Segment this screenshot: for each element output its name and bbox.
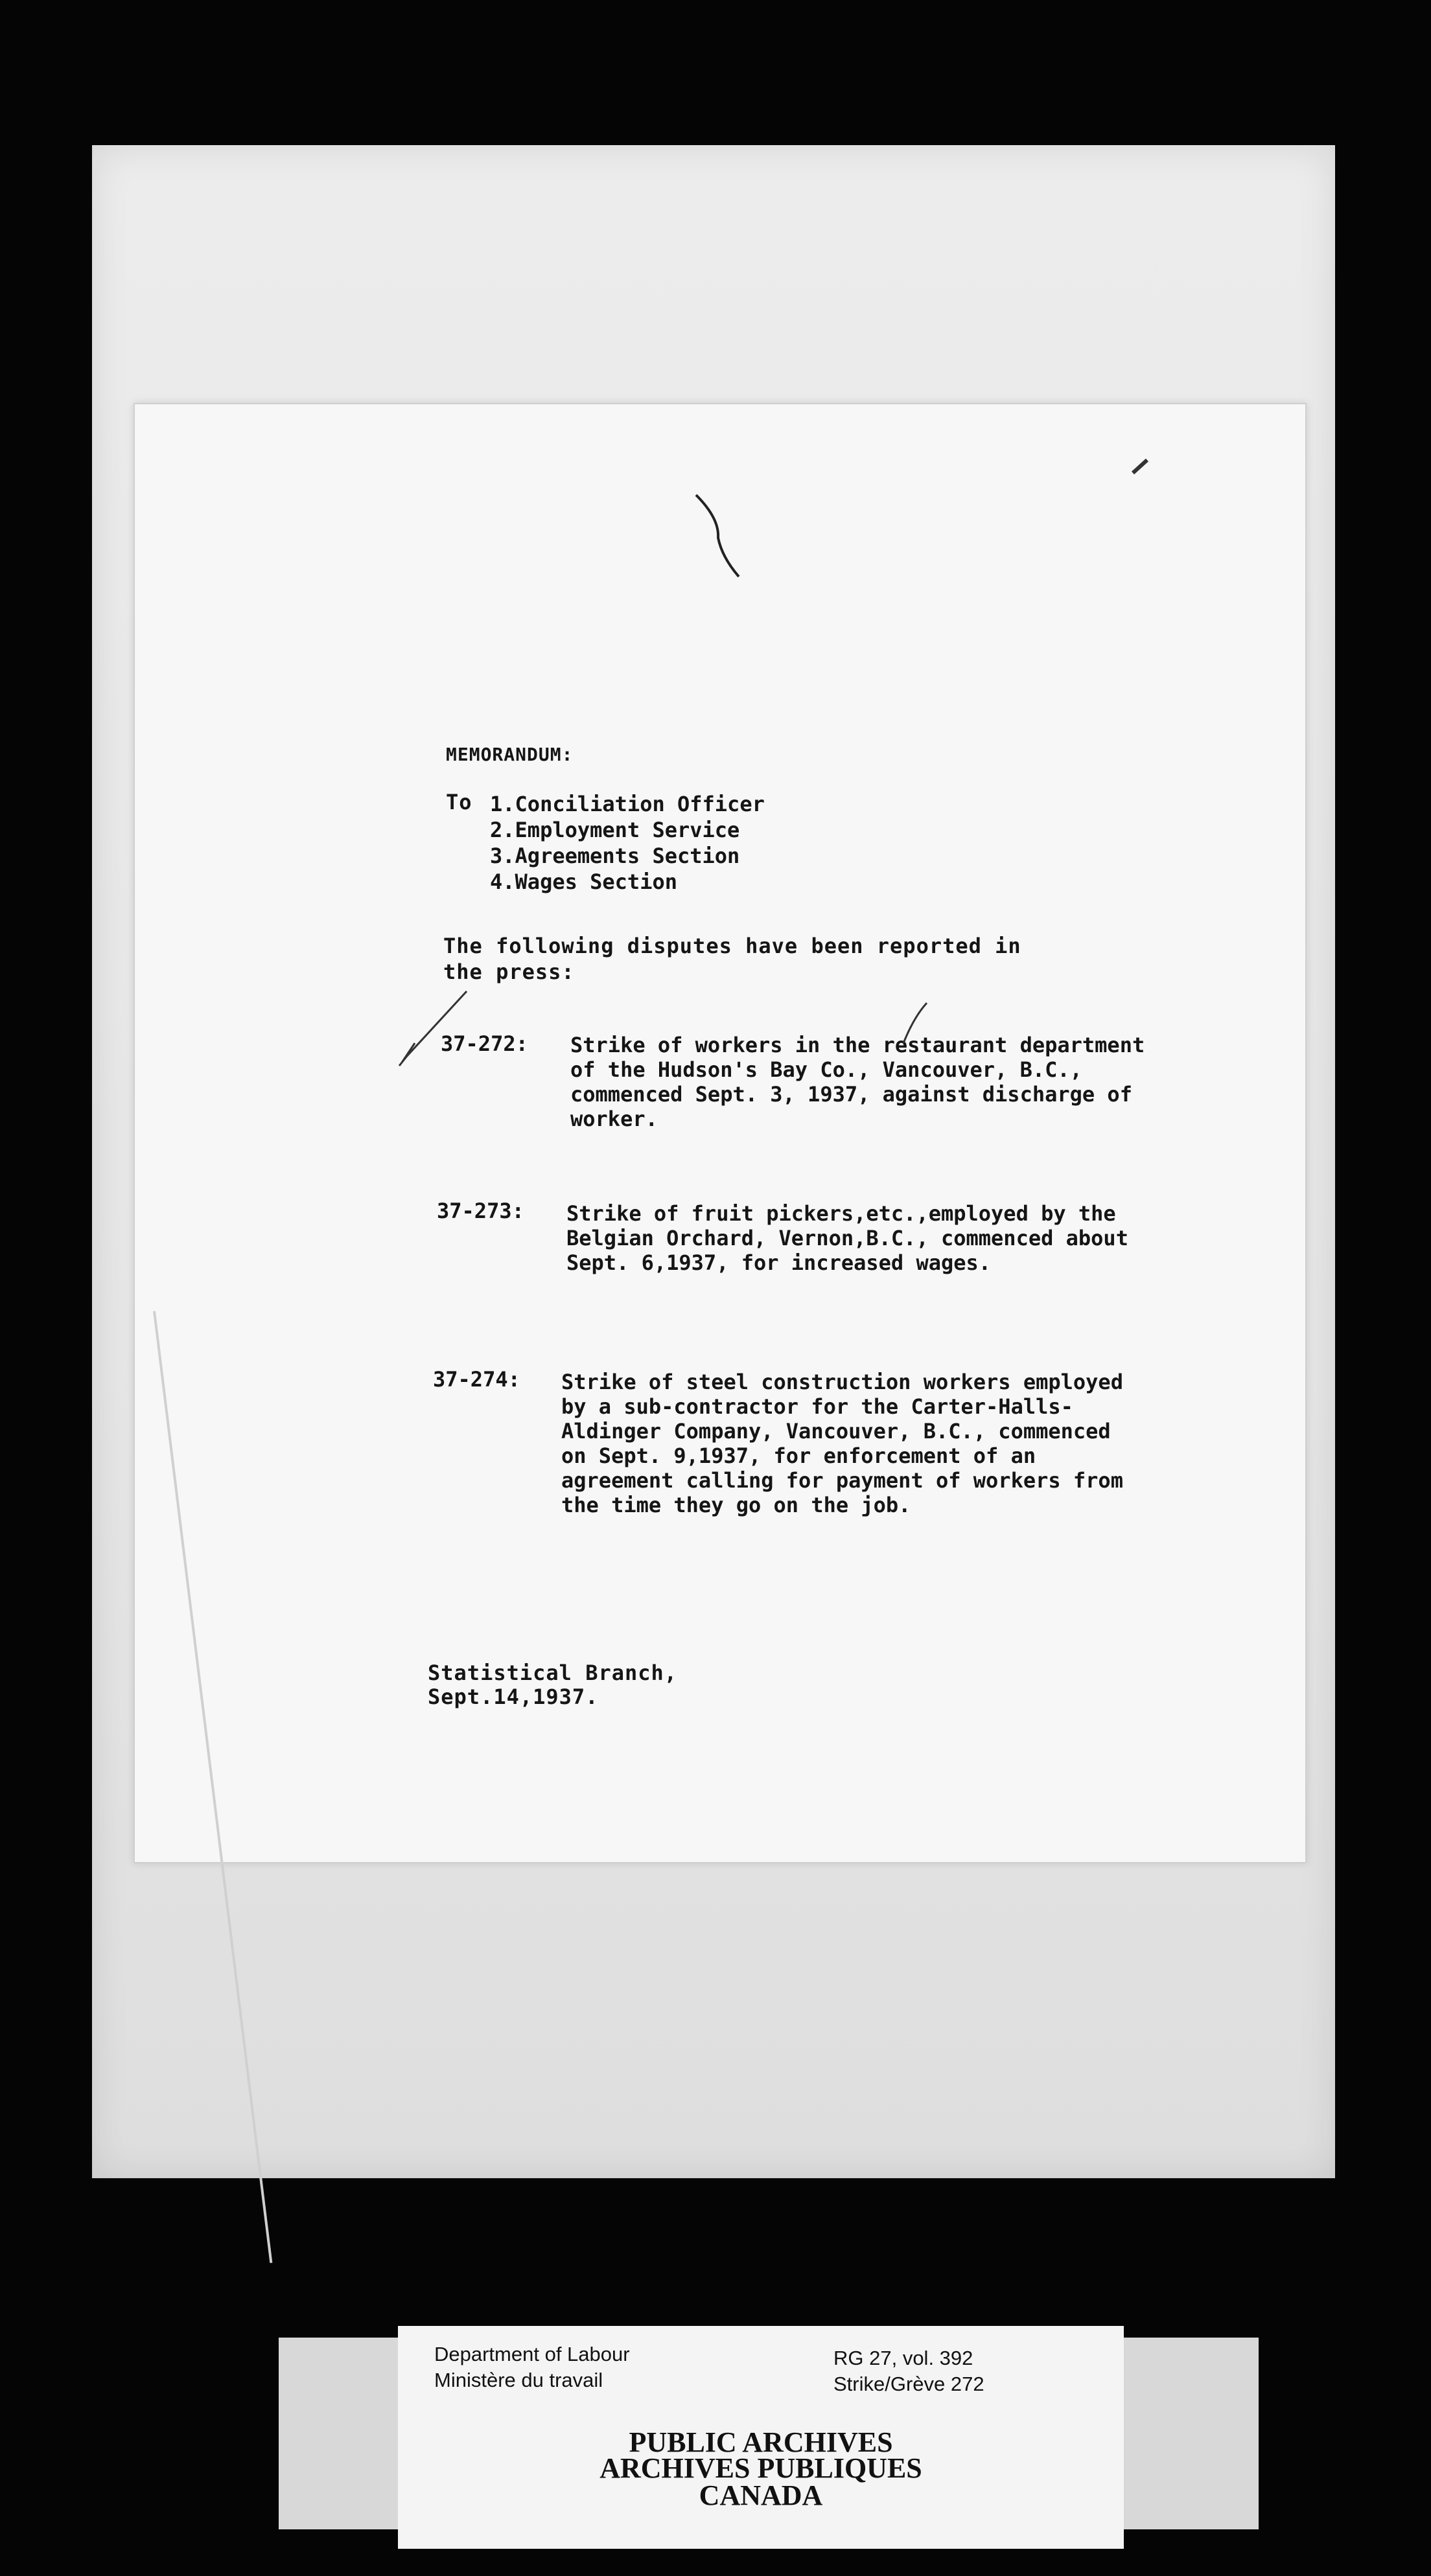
- entry-text: Strike of workers in the restaurant department of the Hudson's Bay Co., Vancouver, B.C., commenced Sept. 3, 1937, against discharge of worker.: [570, 1033, 1145, 1131]
- recipient-4: 4.Wages Section: [490, 869, 677, 894]
- strike-number: Strike/Grève 272: [833, 2373, 984, 2395]
- entry-text: Strike of fruit pickers,etc.,employed by the Belgian Orchard, Vernon,B.C., commenced about Sept. 6,1937, for increased wages.: [566, 1201, 1128, 1275]
- signature-date: Sept.14,1937.: [428, 1685, 599, 1709]
- dept-en: Department of Labour: [434, 2343, 630, 2365]
- entry-number: 37-273:: [437, 1199, 524, 1223]
- memo-heading: MEMORANDUM:: [446, 744, 574, 765]
- pencil-stroke-icon: [693, 492, 745, 583]
- recipient-2: 2.Employment Service: [490, 818, 740, 842]
- check-mark-icon: [389, 978, 480, 1082]
- intro-text: The following disputes have been reported in the press:: [443, 934, 1021, 984]
- entry-number: 37-274:: [433, 1367, 520, 1392]
- memo-sheet: [134, 403, 1307, 1863]
- dept-fr: Ministère du travail: [434, 2369, 603, 2391]
- signature-branch: Statistical Branch,: [428, 1661, 678, 1685]
- entry-text: Strike of steel construction workers employed by a sub-contractor for the Carter-Halls-Aldinger Company, Vancouver, B.C., commenced on Sept. 9,1937, for enforcement of an agreement calling for payment of workers from the time they go on the job.: [561, 1370, 1123, 1517]
- to-label: To: [446, 790, 472, 814]
- archive-title-fr: ARCHIVES PUBLIQUES: [599, 2452, 922, 2484]
- archive-country: CANADA: [699, 2479, 823, 2511]
- speck-icon: [1128, 454, 1154, 479]
- recipient-1: 1.Conciliation Officer: [490, 792, 765, 816]
- recipient-3: 3.Agreements Section: [490, 844, 740, 868]
- entry-number: 37-272:: [441, 1031, 528, 1056]
- pencil-tick-icon: [901, 998, 940, 1050]
- archive-title-en: PUBLIC ARCHIVES: [629, 2426, 893, 2458]
- archive-reference: RG 27, vol. 392: [833, 2347, 973, 2369]
